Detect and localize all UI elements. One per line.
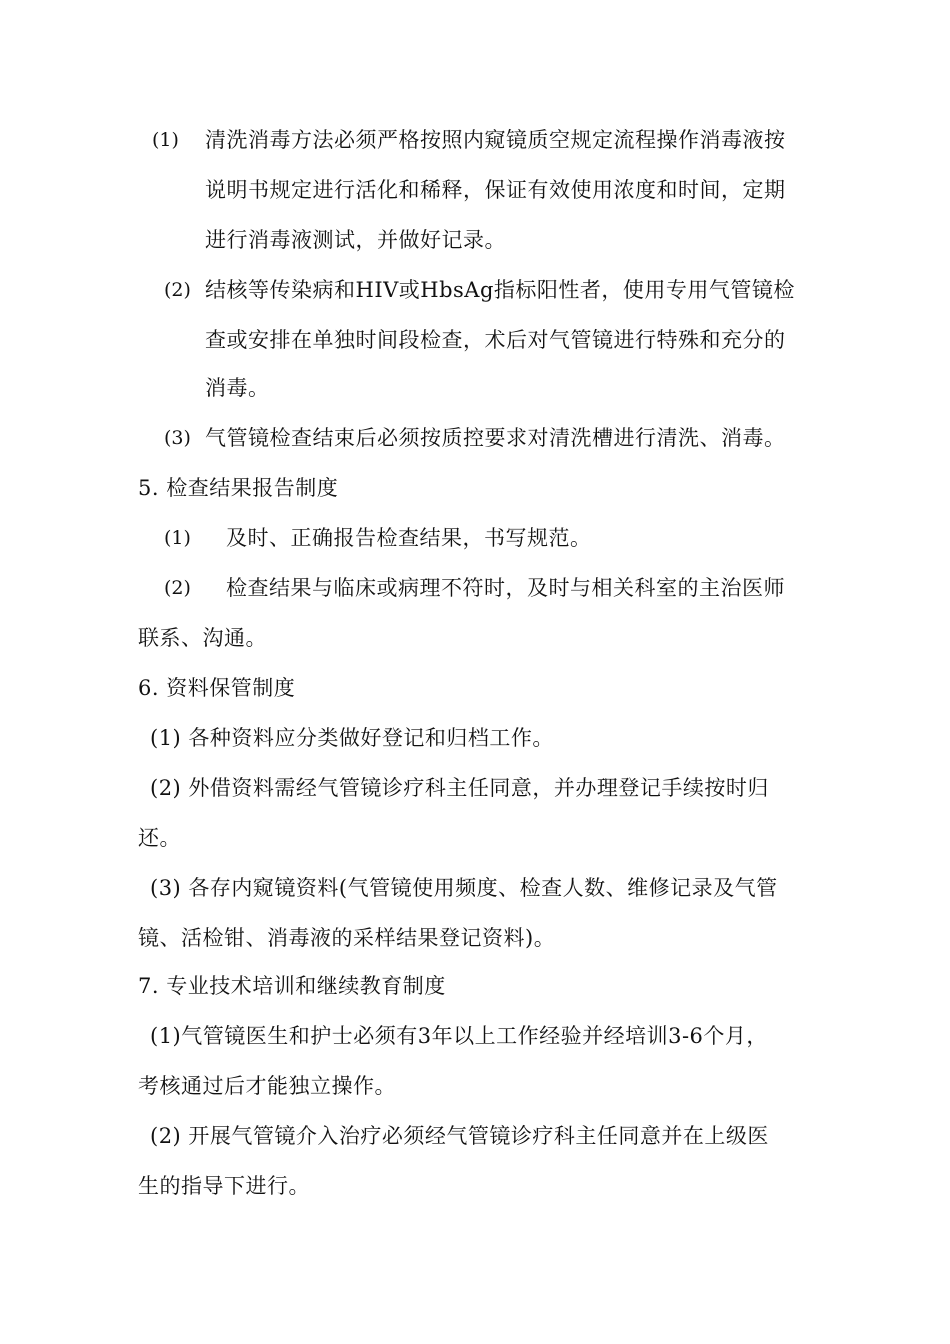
item-number: (2)	[164, 577, 191, 599]
item-number: (3)	[164, 427, 191, 449]
paragraph-line: 进行消毒液测试，并做好记录。	[205, 228, 506, 252]
paragraph-line: 还。	[138, 826, 181, 850]
paragraph-line: (1)气管镜医生和护士必须有3年以上工作经验并经培训3-6个月，	[150, 1024, 768, 1048]
paragraph-line: 清洗消毒方法必须严格按照内窥镜质空规定流程操作消毒液按	[205, 128, 786, 152]
paragraph-line: (1) 各种资料应分类做好登记和归档工作。	[150, 726, 554, 750]
paragraph-line: (3) 各存内窥镜资料(气管镜使用频度、检查人数、维修记录及气管	[150, 876, 778, 900]
paragraph-line: 镜、活检钳、消毒液的采样结果登记资料)。	[138, 926, 556, 950]
section-heading: 6. 资料保管制度	[138, 676, 296, 700]
paragraph-line: 结核等传染病和HIV或HbsAg指标阳性者，使用专用气管镜检	[205, 278, 795, 302]
paragraph-line: 联系、沟通。	[138, 626, 267, 650]
paragraph-line: (2) 外借资料需经气管镜诊疗科主任同意，并办理登记手续按时归	[150, 776, 769, 800]
item-number: (1)	[152, 129, 179, 151]
item-number: (2)	[164, 279, 191, 301]
paragraph-line: (2) 开展气管镜介入治疗必须经气管镜诊疗科主任同意并在上级医	[150, 1124, 769, 1148]
section-heading: 7. 专业技术培训和继续教育制度	[138, 974, 446, 998]
paragraph-line: 气管镜检查结束后必须按质控要求对清洗槽进行清洗、消毒。	[205, 426, 786, 450]
paragraph-line: 考核通过后才能独立操作。	[138, 1074, 396, 1098]
paragraph-line: 检查结果与临床或病理不符时，及时与相关科室的主治医师	[226, 576, 785, 600]
paragraph-line: 生的指导下进行。	[138, 1174, 310, 1198]
paragraph-line: 及时、正确报告检查结果，书写规范。	[226, 526, 592, 550]
paragraph-line: 消毒。	[205, 376, 270, 400]
paragraph-line: 说明书规定进行活化和稀释，保证有效使用浓度和时间，定期	[205, 178, 786, 202]
section-heading: 5. 检查结果报告制度	[138, 476, 339, 500]
paragraph-line: 查或安排在单独时间段检查，术后对气管镜进行特殊和充分的	[205, 328, 786, 352]
item-number: (1)	[164, 527, 191, 549]
